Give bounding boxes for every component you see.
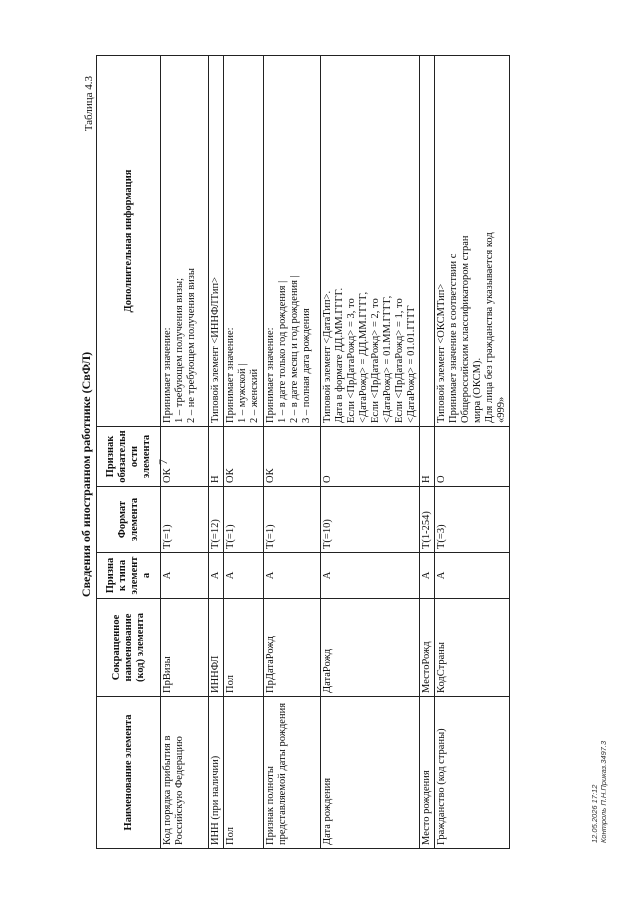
info-line: «999» <box>496 396 507 423</box>
info-line: мира (ОКСМ). <box>472 357 483 423</box>
cell-element-code: МестоРожд <box>420 599 435 697</box>
info-line: Типовой элемент <ИННФЛТип> <box>210 277 221 423</box>
info-line: <ДатаРожд> = 01.ММ.ГГГГ, <box>382 295 393 423</box>
cell-element-type: А <box>321 553 420 599</box>
info-line: <ДатаРожд> = ДД.ММ.ГГГГ, <box>358 291 369 423</box>
info-line: 1 – мужской | <box>237 363 248 423</box>
header-type: Признак типа элемента <box>97 553 161 599</box>
table-label: Таблица 4.3 <box>83 76 95 132</box>
elements-table <box>96 55 510 849</box>
header-info: Дополнительная информация <box>97 56 161 427</box>
info-line: Принимает значение: <box>162 327 173 423</box>
cell-element-type: А <box>264 553 321 599</box>
info-line: Дата в формате ДД.ММ.ГГГГ. <box>334 287 345 423</box>
cell-element-type: А <box>224 553 264 599</box>
stamp-line: Контроль П.Н.Приказ.3497.3 <box>599 740 608 843</box>
page-number: 7 <box>156 459 170 465</box>
cell-additional-info <box>161 56 209 427</box>
cell-element-format: Т(=1) <box>264 487 321 553</box>
table-row <box>224 56 264 849</box>
table-row <box>420 56 435 849</box>
table-row <box>264 56 321 849</box>
table-row <box>209 56 224 849</box>
header-required: Признак обязательности элемента <box>97 427 161 487</box>
cell-element-code: КодСтраны <box>435 599 510 697</box>
cell-element-name: Пол <box>224 697 264 849</box>
cell-required-flag: ОК <box>224 427 264 487</box>
header-code: Сокращенное наименование (код) элемента <box>97 599 161 697</box>
info-line: 1 – требующем получения визы; <box>174 278 185 423</box>
info-line: Типовой элемент <ДатаТип>. <box>322 290 333 423</box>
info-line: <ДатаРожд> = 01.01.ГГГГ <box>406 305 417 423</box>
info-line: Если <ПрДатаРожд> = 2, то <box>370 298 381 423</box>
cell-element-format: Т(=10) <box>321 487 420 553</box>
cell-element-format: Т(=1) <box>224 487 264 553</box>
cell-additional-info <box>209 56 224 427</box>
info-line: 3 – полная дата рождения <box>301 308 312 423</box>
table-row <box>321 56 420 849</box>
cell-element-name: Дата рождения <box>321 697 420 849</box>
cell-element-code: ПрДатаРожд <box>264 599 321 697</box>
cell-element-format: Т(1-254) <box>420 487 435 553</box>
info-line: Типовой элемент <ОКСМТип> <box>436 283 447 423</box>
cell-element-name: Признак полноты представляемой даты рождения <box>264 697 321 849</box>
info-line: 2 – не требующем получения визы <box>186 268 197 423</box>
table-body <box>161 56 510 849</box>
cell-required-flag: Н <box>420 427 435 487</box>
header-name: Наименование элемента <box>97 697 161 849</box>
cell-required-flag: Н <box>209 427 224 487</box>
table-row <box>435 56 510 849</box>
cell-element-name: Гражданство (код страны) <box>435 697 510 849</box>
cell-element-name: Место рождения <box>420 697 435 849</box>
cell-element-name: ИНН (при наличии) <box>209 697 224 849</box>
cell-additional-info <box>321 56 420 427</box>
info-line: 2 – в дате месяц и год рождения | <box>289 275 300 423</box>
cell-element-type: А <box>435 553 510 599</box>
print-stamp <box>590 741 608 843</box>
info-line: Если <ПрДатаРожд> = 1, то <box>394 298 405 423</box>
cell-element-type: А <box>420 553 435 599</box>
table-row <box>161 56 209 849</box>
cell-element-format: Т(=12) <box>209 487 224 553</box>
cell-element-code: Пол <box>224 599 264 697</box>
cell-element-name: Код порядка прибытия в Российскую Федерацию <box>161 697 209 849</box>
cell-required-flag: О <box>321 427 420 487</box>
info-line: 2 – женский <box>249 368 260 423</box>
table-header-row <box>97 56 161 849</box>
cell-element-code: ПрВизы <box>161 599 209 697</box>
info-line: Принимает значение: <box>225 327 236 423</box>
info-line: Для лица без гражданства указывается код <box>484 232 495 423</box>
info-line: 1 – в дате только год рождения | <box>277 280 288 423</box>
table-title-text: Сведения об иностранном работнике (СвФЛ) <box>79 351 93 598</box>
cell-element-format: Т(=3) <box>435 487 510 553</box>
info-line: Если <ПрДатаРожд> = 3, то <box>346 298 357 423</box>
header-format: Формат элемента <box>97 487 161 553</box>
cell-element-type: А <box>209 553 224 599</box>
cell-element-format: Т(=1) <box>161 487 209 553</box>
cell-element-code: ИННФЛ <box>209 599 224 697</box>
cell-required-flag: ОК <box>161 427 209 487</box>
cell-element-code: ДатаРожд <box>321 599 420 697</box>
info-line: Общероссийским классификатором стран <box>460 235 471 423</box>
table-title <box>80 0 92 905</box>
cell-required-flag: ОК <box>264 427 321 487</box>
cell-additional-info <box>420 56 435 427</box>
cell-additional-info <box>435 56 510 427</box>
info-line: Принимает значение в соответствии с <box>448 253 459 423</box>
stamp-line: 12.05.2026 17:12 <box>590 784 599 843</box>
cell-additional-info <box>224 56 264 427</box>
info-line: Принимает значение: <box>265 327 276 423</box>
cell-additional-info <box>264 56 321 427</box>
cell-required-flag: О <box>435 427 510 487</box>
cell-element-type: А <box>161 553 209 599</box>
